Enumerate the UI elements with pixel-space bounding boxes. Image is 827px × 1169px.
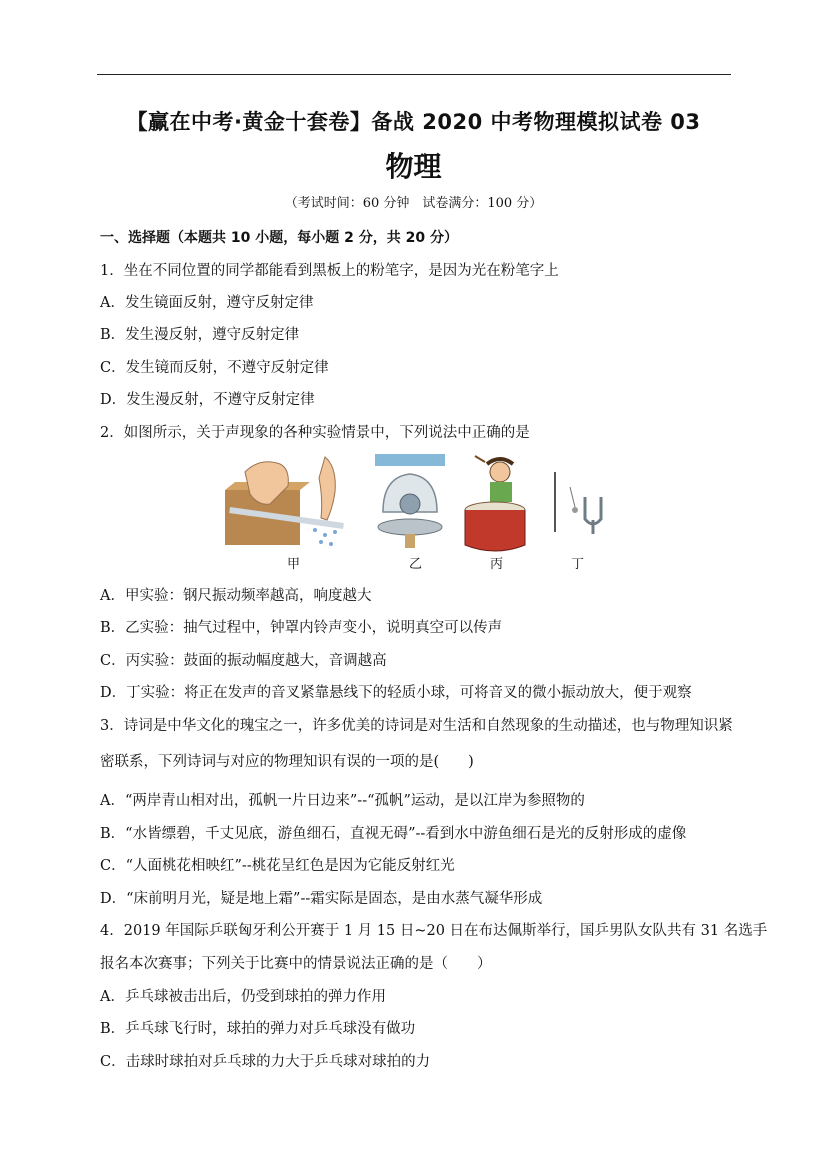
question-4-option-a: A．乒乓球被击出后，仍受到球拍的弹力作用 bbox=[100, 989, 386, 1005]
question-2-option-a: A．甲实验：钢尺振动频率越高，响度越大 bbox=[100, 588, 372, 604]
bell-jar-experiment-illustration bbox=[375, 454, 445, 548]
figure-label-ding: 丁 bbox=[571, 557, 585, 572]
ruler-experiment-illustration bbox=[225, 457, 344, 546]
question-3-option-c: C．“人面桃花相映红”--桃花呈红色是因为它能反射红光 bbox=[100, 858, 455, 874]
question-3-option-d: D．“床前明月光，疑是地上霜”--霜实际是固态，是由水蒸气凝华形成 bbox=[100, 891, 543, 907]
exam-title: 【赢在中考·黄金十套卷】备战 2020 中考物理模拟试卷 03 bbox=[126, 110, 701, 134]
question-2-option-d: D．丁实验：将正在发声的音叉紧靠悬线下的轻质小球，可将音叉的微小振动放大，便于观察 bbox=[100, 685, 692, 701]
question-1-option-a: A．发生镜面反射，遵守反射定律 bbox=[100, 295, 314, 311]
question-2-option-c: C．丙实验：鼓面的振动幅度越大，音调越高 bbox=[100, 653, 387, 669]
exam-meta: （考试时间：60 分钟 试卷满分：100 分） bbox=[284, 196, 543, 211]
figure-label-bing: 丙 bbox=[490, 557, 504, 572]
question-1-option-c: C．发生镜而反射，不遵守反射定律 bbox=[100, 360, 329, 376]
question-1-option-b: B．发生漫反射，遵守反射定律 bbox=[100, 327, 300, 343]
section-heading: 一、选择题（本题共 10 小题，每小题 2 分，共 20 分） bbox=[100, 230, 458, 246]
drum-experiment-illustration bbox=[465, 456, 525, 551]
question-3-option-b: B．“水皆缥碧，千丈见底，游鱼细石，直视无碍”--看到水中游鱼细石是光的反射形成的虚像 bbox=[100, 826, 687, 842]
question-4-stem-line-1: 4．2019 年国际乒联匈牙利公开赛于 1 月 15 日~20 日在布达佩斯举行，国乒男队女队共有 31 名选手 bbox=[100, 923, 768, 939]
sound-experiments-figure bbox=[225, 452, 625, 574]
tuning-fork-experiment-illustration bbox=[555, 472, 601, 534]
question-4-option-c: C．击球时球拍对乒乓球的力大于乒乓球对球拍的力 bbox=[100, 1054, 431, 1070]
subject-title: 物理 bbox=[385, 150, 442, 183]
question-2-option-b: B．乙实验：抽气过程中，钟罩内铃声变小，说明真空可以传声 bbox=[100, 620, 503, 636]
question-1-stem: 1．坐在不同位置的同学都能看到黑板上的粉笔字，是因为光在粉笔字上 bbox=[100, 263, 559, 279]
figure-label-yi: 乙 bbox=[409, 557, 423, 572]
question-2-stem: 2．如图所示，关于声现象的各种实验情景中，下列说法中正确的是 bbox=[100, 425, 530, 441]
question-3-stem-line-1: 3．诗词是中华文化的瑰宝之一，许多优美的诗词是对生活和自然现象的生动描述，也与物理知识紧 bbox=[100, 718, 733, 734]
question-3-stem-line-2: 密联系，下列诗词与对应的物理知识有误的一项的是( ) bbox=[100, 754, 474, 770]
question-4-option-b: B．乒乓球飞行时，球拍的弹力对乒乓球没有做功 bbox=[100, 1021, 416, 1037]
question-1-option-d: D．发生漫反射，不遵守反射定律 bbox=[100, 392, 315, 408]
question-3-option-a: A．“两岸青山相对出，孤帆一片日边来”--“孤帆”运动，是以江岸为参照物的 bbox=[100, 793, 585, 809]
figure-label-jia: 甲 bbox=[287, 557, 301, 572]
question-4-stem-line-2: 报名本次赛事；下列关于比赛中的情景说法正确的是（ ） bbox=[100, 956, 492, 972]
header-rule bbox=[97, 74, 731, 75]
